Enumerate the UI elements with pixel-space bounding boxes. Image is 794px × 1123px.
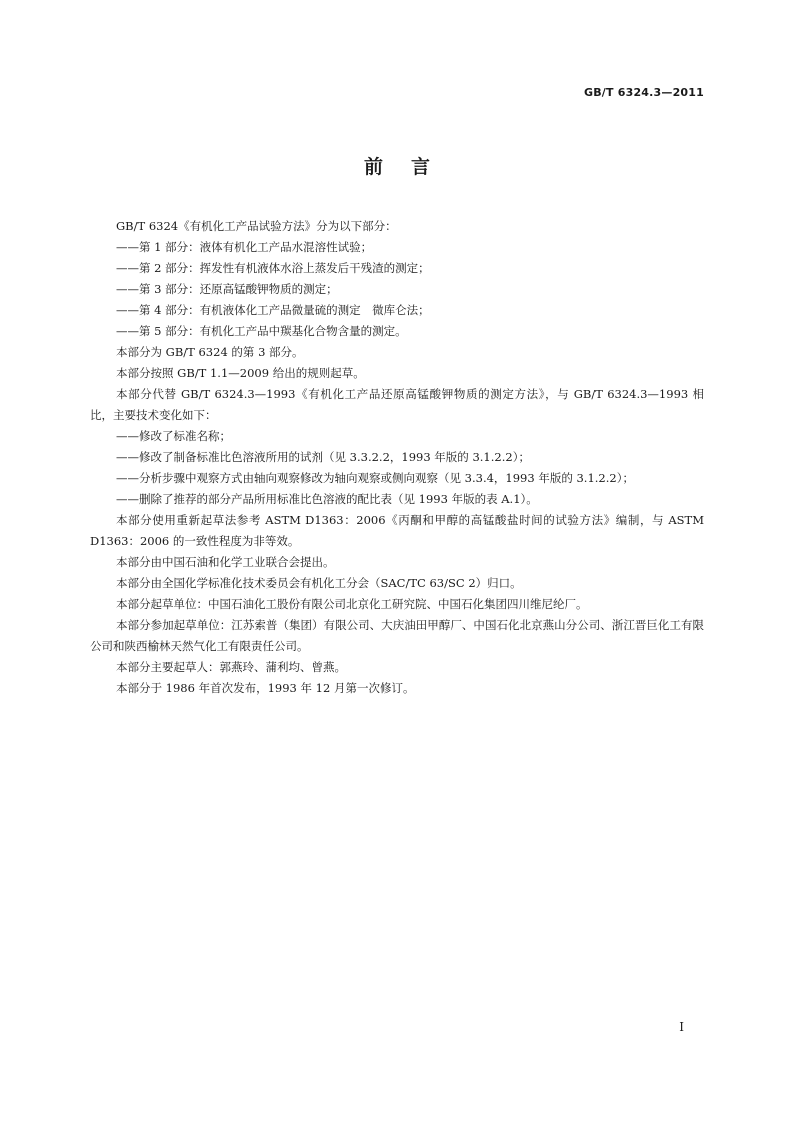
paragraph-proposer: 本部分由中国石油和化学工业联合会提出。: [116, 555, 335, 569]
paragraph-drafting-organizations: 本部分起草单位：中国石油化工股份有限公司北京化工研究院、中国石化集团四川维尼纶厂。: [116, 597, 588, 611]
list-item-change-3: ——分析步骤中观察方式由轴向观察修改为轴向观察或侧向观察（见 3.3.4，1993 年版的 3.1.2.2）；: [116, 471, 634, 485]
paragraph-technical-committee: 本部分由全国化学标准化技术委员会有机化工分会（SAC/TC 63/SC 2）归口。: [116, 576, 522, 590]
standard-code: GB/T 6324.3—2011: [583, 86, 704, 99]
paragraph-replacement: 本部分代替 GB/T 6324.3—1993《有机化工产品还原高锰酸钾物质的测定方法》，与 GB/T 6324.3—1993 相比，主要技术变化如下：: [90, 387, 704, 422]
paragraph-part-note: 本部分为 GB/T 6324 的第 3 部分。: [116, 345, 304, 359]
list-item-change-4: ——删除了推荐的部分产品所用标准比色溶液的配比表（见 1993 年版的表 A.1）。: [116, 492, 538, 506]
list-item-part-1: ——第 1 部分：液体有机化工产品水混溶性试验；: [116, 240, 373, 254]
list-item-part-2: ——第 2 部分：挥发性有机液体水浴上蒸发后干残渣的测定；: [116, 261, 430, 275]
paragraph-reference-method: 本部分使用重新起草法参考 ASTM D1363：2006《丙酮和甲醇的高锰酸盐时间的试验方法》编制，与 ASTM D1363：2006 的一致性程度为非等效。: [90, 513, 704, 548]
paragraph-intro: GB/T 6324《有机化工产品试验方法》分为以下部分：: [116, 219, 397, 233]
list-item-change-2: ——修改了制备标准比色溶液所用的试剂（见 3.3.2.2，1993 年版的 3.1.2.2）；: [116, 450, 530, 464]
list-item-part-3: ——第 3 部分：还原高锰酸钾物质的测定；: [116, 282, 338, 296]
paragraph-participating-organizations: 本部分参加起草单位：江苏索普（集团）有限公司、大庆油田甲醇厂、中国石化北京燕山分公司、浙江晋巨化工有限公司和陕西榆林天然气化工有限责任公司。: [90, 618, 704, 653]
list-item-part-4: ——第 4 部分：有机液体化工产品微量硫的测定 微库仑法；: [116, 303, 430, 317]
paragraph-publication-history: 本部分于 1986 年首次发布，1993 年 12 月第一次修订。: [116, 681, 415, 695]
paragraph-main-drafters: 本部分主要起草人：郭燕玲、蒲利均、曾燕。: [116, 660, 346, 674]
list-item-part-5: ——第 5 部分：有机化工产品中羰基化合物含量的测定。: [116, 324, 407, 338]
list-item-change-1: ——修改了标准名称；: [116, 429, 231, 443]
foreword-body: [90, 216, 704, 699]
page-title: 前言: [363, 156, 458, 178]
paragraph-drafting-rules: 本部分按照 GB/T 1.1—2009 给出的规则起草。: [116, 366, 365, 380]
page-number: I: [679, 1020, 684, 1034]
